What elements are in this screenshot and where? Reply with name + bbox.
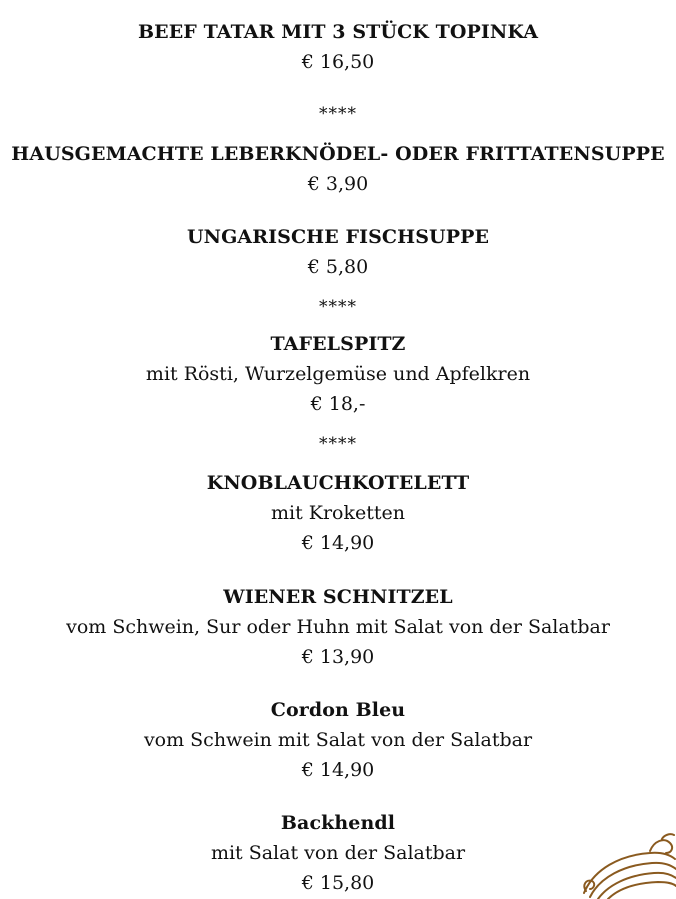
dish-name: UNGARISCHE FISCHSUPPE — [186, 226, 490, 248]
dish-name: Backhendl — [280, 812, 396, 834]
separator: **** — [319, 434, 357, 454]
dish-price: € 14,90 — [301, 759, 375, 781]
dish-description: mit Rösti, Wurzelgemüse und Apfelkren — [145, 363, 531, 385]
dish-price: € 5,80 — [307, 256, 369, 278]
ornamental-swirl-icon — [580, 833, 676, 899]
dish-price: € 15,80 — [301, 872, 375, 894]
dish-description: vom Schwein, Sur oder Huhn mit Salat von der Salatbar — [66, 616, 610, 638]
dish-description: vom Schwein mit Salat von der Salatbar — [143, 729, 533, 751]
dish-name: Cordon Bleu — [270, 699, 406, 721]
dish-name: HAUSGEMACHTE LEBERKNÖDEL- ODER FRITTATENSUPPE — [11, 143, 665, 165]
dish-name: BEEF TATAR MIT 3 STÜCK TOPINKA — [137, 21, 539, 43]
dish-description: mit Salat von der Salatbar — [210, 842, 466, 864]
dish-description: mit Kroketten — [271, 502, 405, 524]
dish-price: € 18,- — [310, 393, 366, 415]
dish-name: TAFELSPITZ — [270, 333, 406, 355]
separator: **** — [319, 297, 357, 317]
dish-price: € 13,90 — [301, 646, 375, 668]
dish-price: € 14,90 — [301, 532, 375, 554]
dish-price: € 3,90 — [307, 173, 369, 195]
dish-name: WIENER SCHNITZEL — [223, 586, 453, 608]
separator: **** — [319, 104, 357, 124]
dish-name: KNOBLAUCHKOTELETT — [206, 472, 470, 494]
dish-price: € 16,50 — [301, 51, 375, 73]
